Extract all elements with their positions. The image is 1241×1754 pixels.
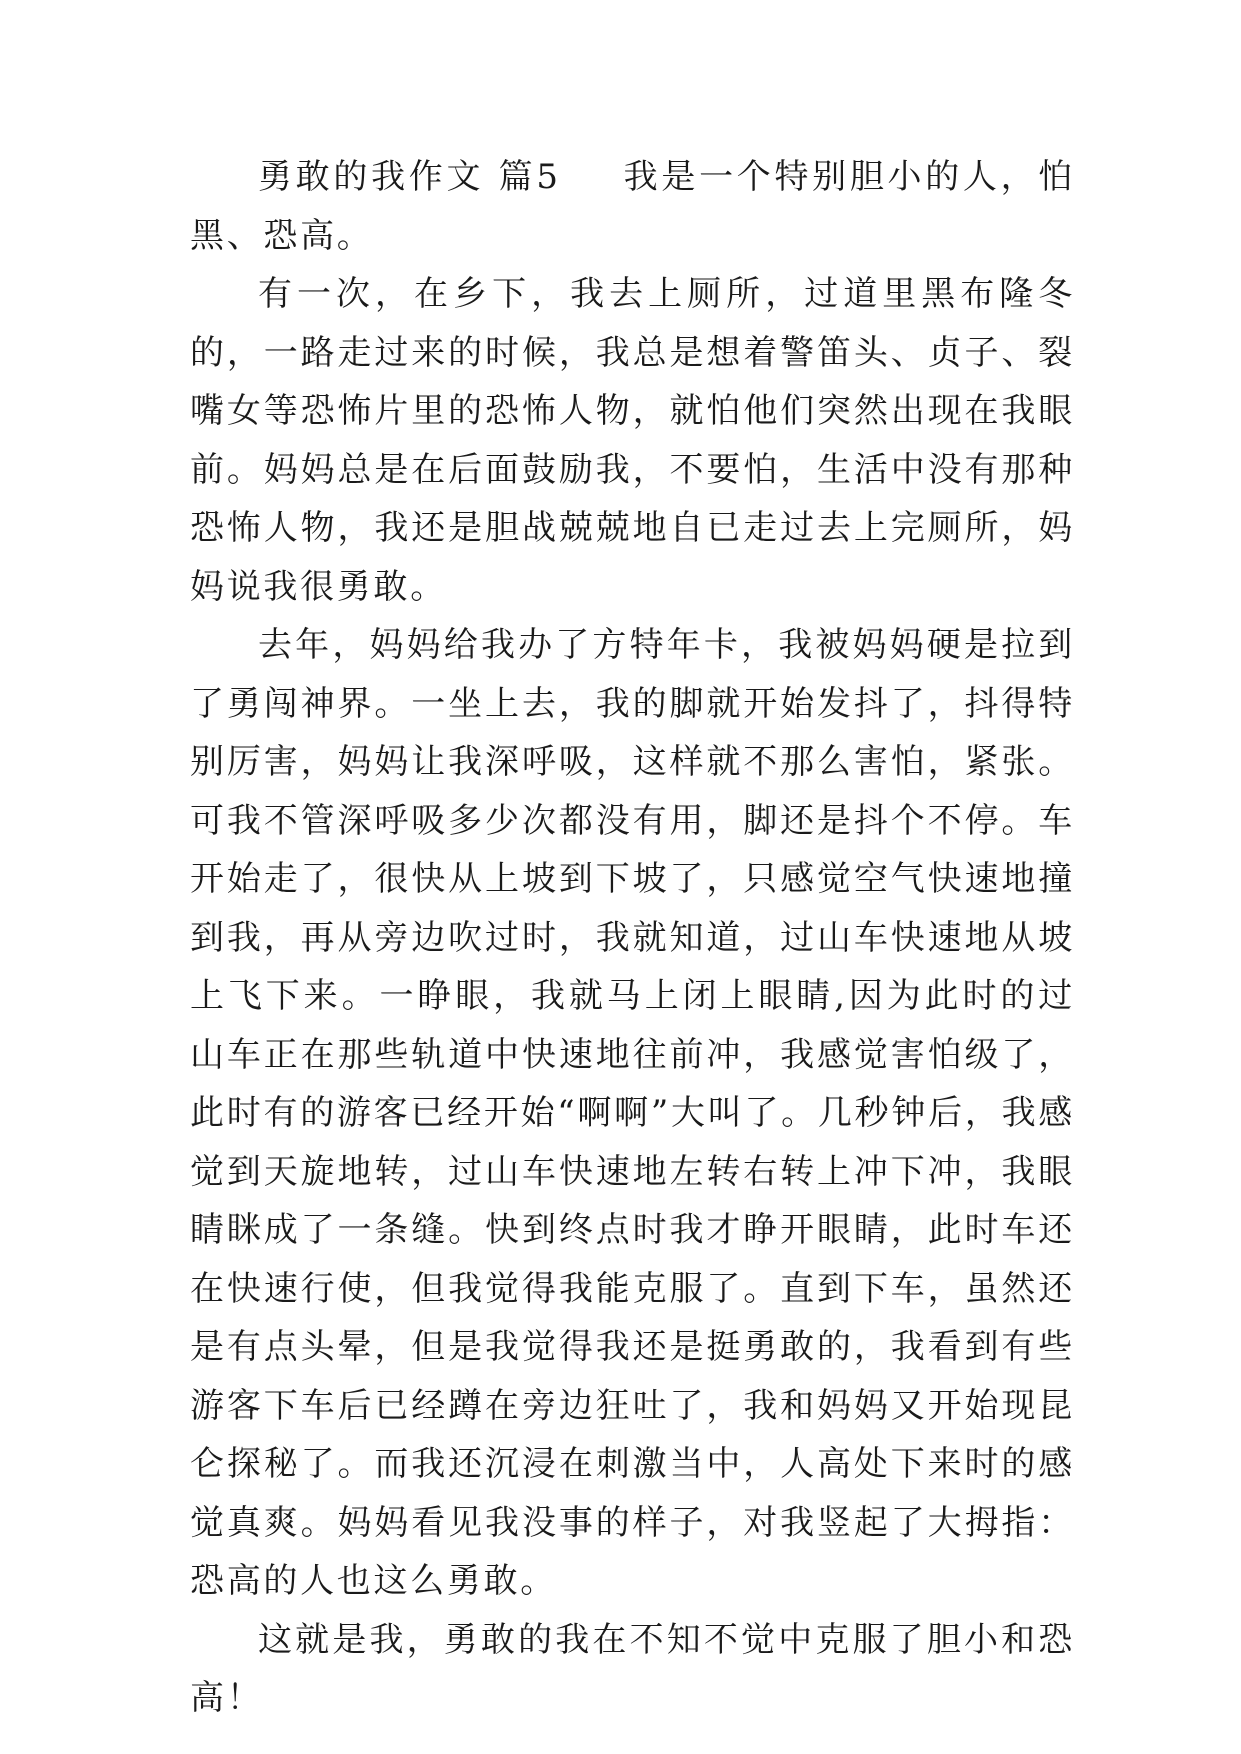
essay-title: 勇敢的我作文 篇5 xyxy=(258,157,561,197)
essay-body xyxy=(190,148,1075,1728)
paragraph-2: 有一次，在乡下，我去上厕所，过道里黑布隆冬的，一路走过来的时候，我总是想着警笛头、贞子、裂嘴女等恐怖片里的恐怖人物，就怕他们突然出现在我眼前。妈妈总是在后面鼓励我，不要怕，生活中没有那种恐怖人物，我还是胆战兢兢地自已走过去上完厕所，妈妈说我很勇敢。 xyxy=(190,274,1075,607)
paragraph-4: 这就是我，勇敢的我在不知不觉中克服了胆小和恐高！ xyxy=(190,1619,1075,1718)
paragraph-1: 我是一个特别胆小的人，怕黑、恐高。 xyxy=(190,157,1075,256)
paragraph-3: 去年，妈妈给我办了方特年卡，我被妈妈硬是拉到了勇闯神界。一坐上去，我的脚就开始发抖了，抖得特别厉害，妈妈让我深呼吸，这样就不那么害怕，紧张。可我不管深呼吸多少次都没有用，脚还是抖个不停。车开始走了，很快从上坡到下坡了，只感觉空气快速地撞到我，再从旁边吹过时，我就知道，过山车快速地从坡上飞下来。一睁眼，我就马上闭上眼睛,因为此时的过山车正在那些轨道中快速地往前冲，我感觉害怕级了，此时有的游客已经开始“啊啊”大叫了。几秒钟后，我感觉到天旋地转，过山车快速地左转右转上冲下冲，我眼睛眯成了一条缝。快到终点时我才睁开眼睛，此时车还在快速行使，但我觉得我能克服了。直到下车，虽然还是有点头晕，但是我觉得我还是挺勇敢的，我看到有些游客下车后已经蹲在旁边狂吐了，我和妈妈又开始现昆仑探秘了。而我还沉浸在刺激当中，人高处下来时的感觉真爽。妈妈看见我没事的样子，对我竖起了大拇指：恐高的人也这么勇敢。 xyxy=(190,625,1075,1601)
essay-first-paragraph xyxy=(190,148,1075,265)
